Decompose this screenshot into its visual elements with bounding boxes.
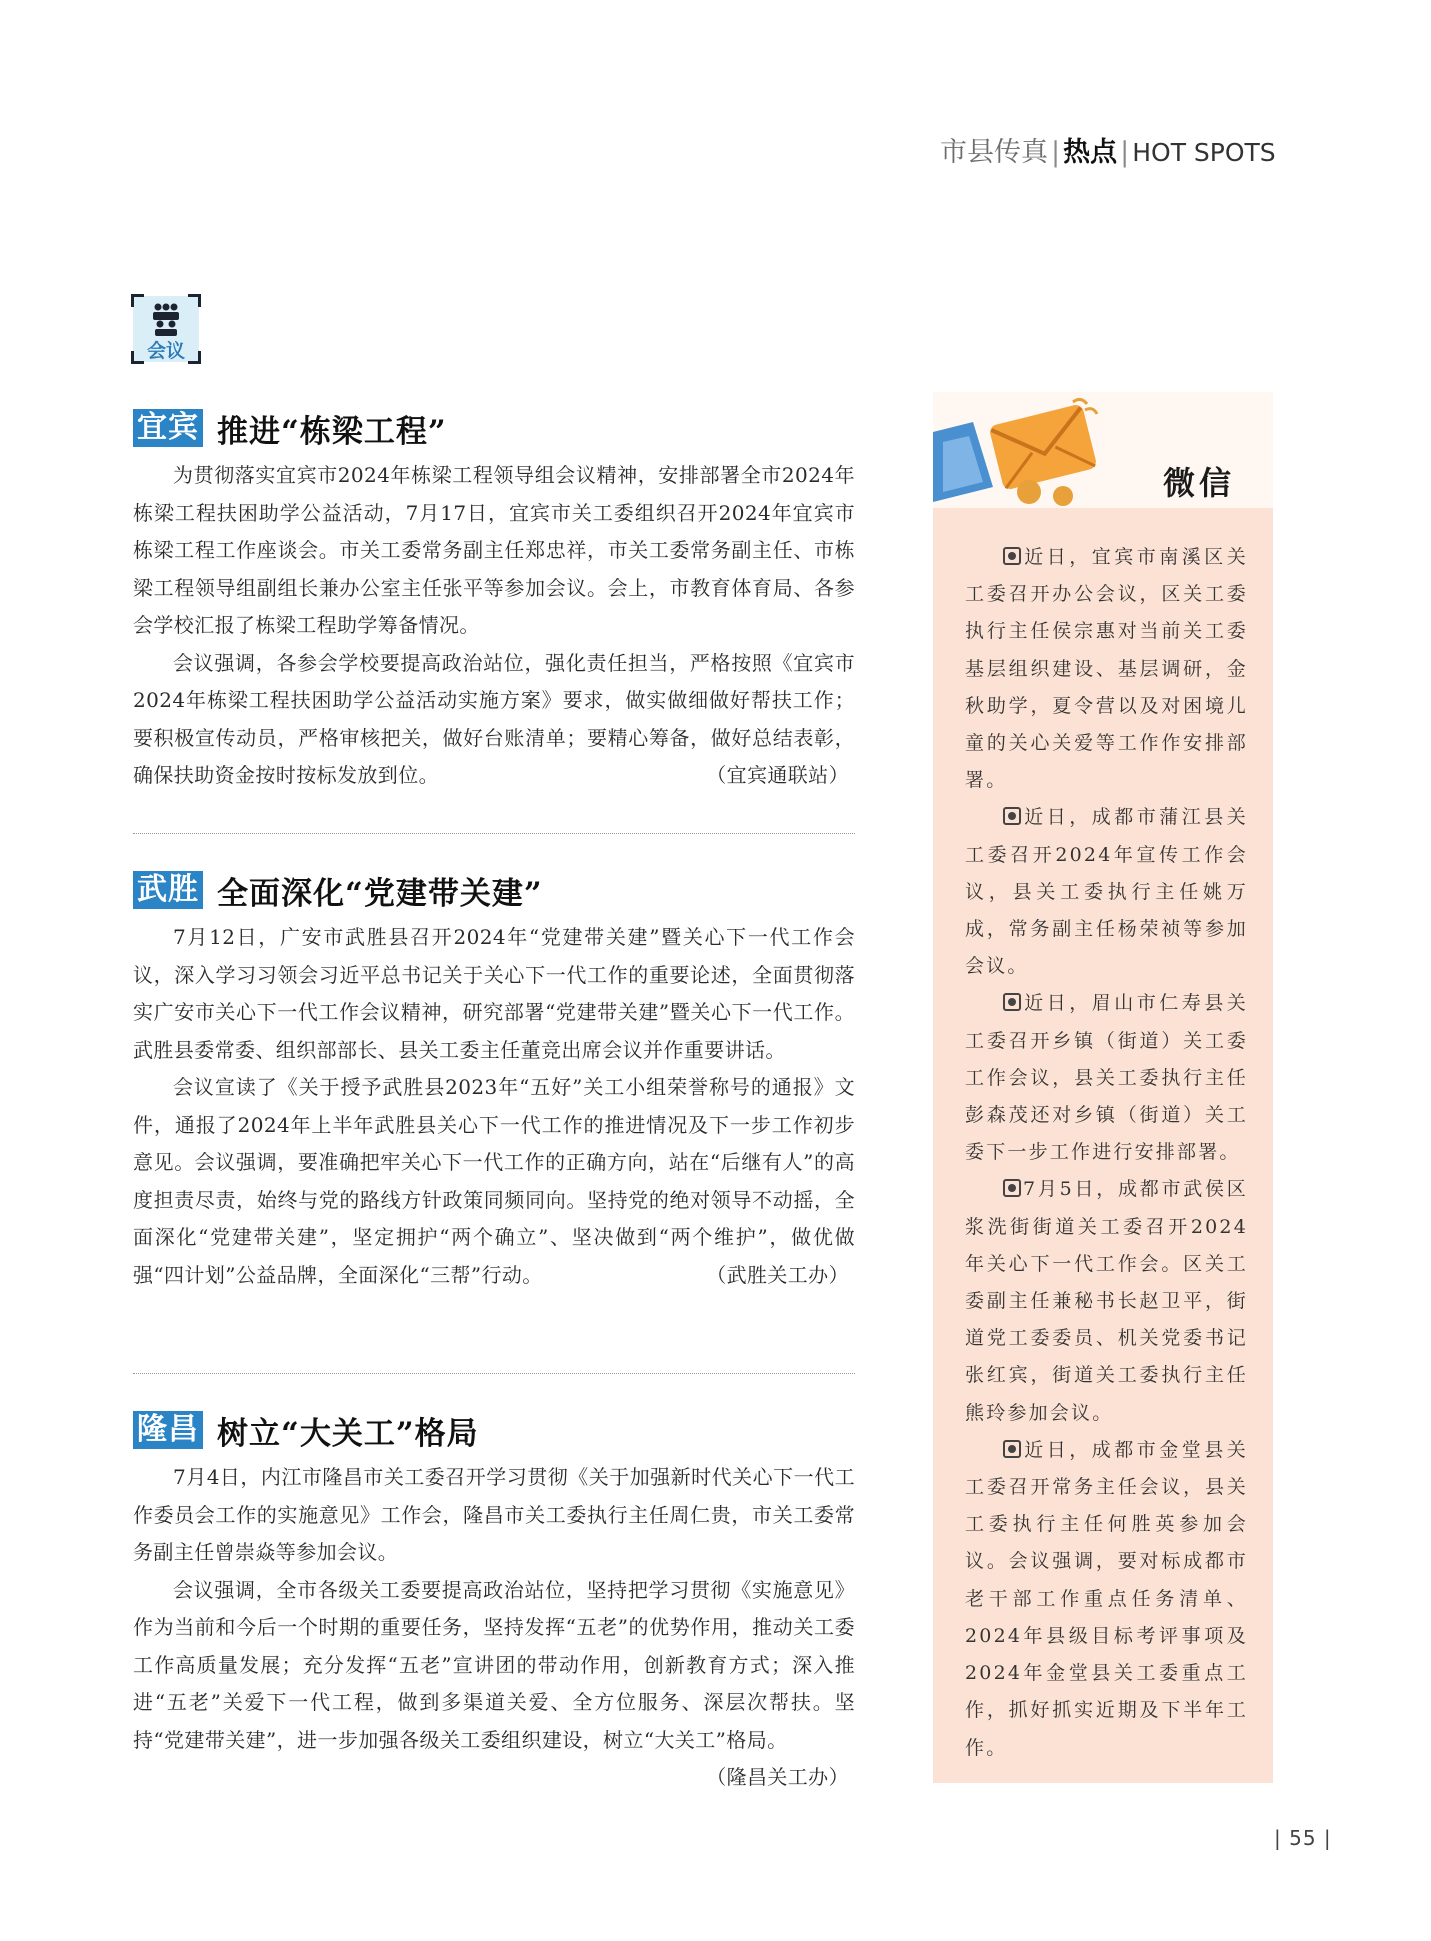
source: （宜宾通联站） (706, 763, 849, 787)
page-number: | 55 | (1274, 1826, 1332, 1850)
meeting-label: 会议 (146, 340, 185, 362)
divider (133, 1373, 855, 1374)
sidebar-title: 微信 (1162, 464, 1235, 502)
hot-spots-label: HOT SPOTS (1132, 138, 1276, 167)
news-item: 近日，宜宾市南溪区关工委召开办公会议，区关工委执行主任侯宗惠对当前关工委基层组织建设、基层调研，金秋助学，夏令营以及对困境儿童的关心关爱等工作作安排部署。 (965, 546, 1248, 792)
location-tag: 武胜 (133, 871, 203, 909)
section-name: 市县传真 (940, 137, 1048, 168)
article-title (133, 405, 855, 451)
hot-label: 热点 (1063, 137, 1118, 168)
article-wusheng (133, 867, 855, 1294)
bullet-icon (1003, 807, 1021, 825)
bullet-icon (1003, 1440, 1021, 1458)
article-yibin (133, 405, 855, 795)
headline: 树立“大关工”格局 (217, 1415, 479, 1452)
section-header: 市县传真 | 热点 | HOT SPOTS (940, 137, 1276, 168)
divider (133, 833, 855, 834)
article-longchang (133, 1407, 855, 1797)
meeting-icon (133, 296, 199, 362)
envelope-icon (933, 392, 1133, 508)
paragraph: 会议宣读了《关于授予武胜县2023年“五好”关工小组荣誉称号的通报》文件，通报了2024年上半年武胜县关心下一代工作的推进情况及下一步工作初步意见。会议强调，要准确把牢关心下一代工作的正确方向，站在“后继有人”的高度担责尽责，始终与党的路线方针政策同频同向。坚持党的绝对领导不动摇，全面深化“党建带关建”，坚定拥护“两个确立”、坚决做到“两个维护”，做优做强“四计划”公益品牌，全面深化“三帮”行动。 （武胜关工办） (133, 1069, 855, 1294)
paragraph: 会议强调，全市各级关工委要提高政治站位，坚持把学习贯彻《实施意见》作为当前和今后一个时期的重要任务，坚持发挥“五老”的优势作用，推动关工委工作高质量发展；充分发挥“五老”宣讲团的带动作用，创新教育方式；深入推进“五老”关爱下一代工程，做到多渠道关爱、全方位服务、深层次帮扶。坚持“党建带关建”，进一步加强各级关工委组织建设，树立“大关工”格局。 （隆昌关工办） (133, 1572, 855, 1760)
sidebar-body (965, 539, 1248, 1767)
news-item: 近日，成都市蒲江县关工委召开2024年宣传工作会议，县关工委执行主任姚万成，常务副主任杨荣祯等参加会议。 (965, 806, 1248, 978)
news-item: 近日，眉山市仁寿县关工委召开乡镇（街道）关工委工作会议，县关工委执行主任彭森茂还对乡镇（街道）关工委下一步工作进行安排部署。 (965, 992, 1248, 1164)
wechat-sidebar (933, 392, 1273, 1783)
people-icon (147, 302, 185, 336)
source: （隆昌关工办） (706, 1765, 849, 1789)
headline: 全面深化“党建带关建” (217, 875, 543, 912)
paragraph: 会议强调，各参会学校要提高政治站位，强化责任担当，严格按照《宜宾市2024年栋梁工程扶困助学公益活动实施方案》要求，做实做细做好帮扶工作；要积极宣传动员，严格审核把关，做好台账清单；要精心筹备，做好总结表彰，确保扶助资金按时按标发放到位。 （宜宾通联站） (133, 645, 855, 795)
bullet-icon (1003, 1179, 1021, 1197)
news-item: 近日，成都市金堂县关工委召开常务主任会议，县关工委执行主任何胜英参加会议。会议强调，要对标成都市老干部工作重点任务清单、2024年县级目标考评事项及2024年金堂县关工委重点工作，抓好抓实近期及下半年工作。 (965, 1438, 1248, 1759)
location-tag: 隆昌 (133, 1411, 203, 1449)
paragraph: 7月12日，广安市武胜县召开2024年“党建带关建”暨关心下一代工作会议，深入学习习领会习近平总书记关于关心下一代工作的重要论述，全面贯彻落实广安市关心下一代工作会议精神，研究部署“党建带关建”暨关心下一代工作。武胜县委常委、组织部部长、县关工委主任董竞出席会议并作重要讲话。 (133, 925, 855, 1062)
paragraph: 7月4日，内江市隆昌市关工委召开学习贯彻《关于加强新时代关心下一代工作委员会工作的实施意见》工作会，隆昌市关工委执行主任周仁贵，市关工委常务副主任曾崇焱等参加会议。 (133, 1465, 855, 1564)
headline: 推进“栋梁工程” (217, 413, 447, 450)
news-item: 7月5日，成都市武侯区浆洗街街道关工委召开2024年关心下一代工作会。区关工委副主任兼秘书长赵卫平，街道党工委委员、机关党委书记张红宾，街道关工委执行主任熊玲参加会议。 (965, 1178, 1248, 1424)
article-title (133, 867, 855, 913)
paragraph: 为贯彻落实宜宾市2024年栋梁工程领导组会议精神，安排部署全市2024年栋梁工程扶困助学公益活动，7月17日，宜宾市关工委组织召开2024年宜宾市栋梁工程工作座谈会。市关工委常务副主任郑忠祥，市关工委常务副主任、市栋梁工程领导组副组长兼办公室主任张平等参加会议。会上，市教育体育局、各参会学校汇报了栋梁工程助学筹备情况。 (133, 463, 855, 637)
location-tag: 宜宾 (133, 409, 203, 447)
article-title (133, 1407, 855, 1453)
source: （武胜关工办） (706, 1262, 849, 1287)
bullet-icon (1003, 993, 1021, 1011)
bullet-icon (1003, 547, 1021, 565)
